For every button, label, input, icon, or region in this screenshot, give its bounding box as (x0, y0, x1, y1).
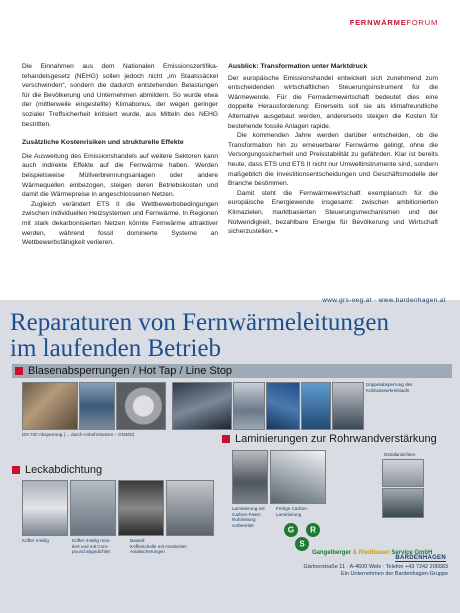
photo-koffer-mounted (70, 480, 116, 536)
caption-dn700: DN 700 Absperrung (… durch Anbohrstutzen – DN300) (22, 432, 135, 437)
red-square-icon (12, 466, 20, 474)
logo-letter: G (287, 525, 295, 535)
photo-bubble-stop (22, 382, 78, 430)
grs-logo-icon (282, 522, 322, 562)
ad-section-label: Leckabdichtung (25, 464, 103, 476)
article-subheading: Ausblick: Transformation unter Marktdruck (228, 63, 368, 70)
section-header-bold: FERNWÄRME (349, 18, 407, 27)
ad-title-line: im laufenden Betrieb (10, 335, 222, 362)
address-line: Gärtnerstraße 11 · A-4600 Wels · Telefon +43 7242 206583 (303, 564, 448, 570)
caption-detail: Detailansichten (384, 452, 416, 457)
photo-worker (79, 382, 115, 430)
red-square-icon (15, 367, 23, 375)
caption-doppel: Doppelabsperrung des Kühlwasserkreislaufs (366, 382, 413, 393)
logo-letter: S (299, 539, 305, 549)
caption-component: Bauteil: Kofferschelle mit montierten Axialsicherungen (130, 538, 187, 555)
photo-detail-1 (382, 459, 424, 487)
company-name-part: Gangelberger (312, 550, 353, 556)
red-square-icon (222, 435, 230, 443)
caption-koffer-mounted: Koffer 4-teilig mon- tiert und mit Com- pound abgedichtet (72, 538, 111, 555)
company-name-part: & Riedlbauer (352, 550, 390, 556)
photo-lamination-finished (270, 450, 326, 504)
company-address (280, 564, 448, 577)
photo-blue-equipment (266, 382, 300, 430)
photo-koffer (22, 480, 68, 536)
ad-section-leak (12, 463, 102, 477)
advertisement (0, 300, 460, 613)
section-header (350, 18, 438, 27)
photo-pipe-opening (116, 382, 166, 430)
ad-urls[interactable]: www.grs-oeg.at · www.bardenhagen.at (322, 297, 446, 304)
photo-double-stop (332, 382, 364, 430)
article-paragraph: Damit steht die Fernwärmewirtschaft exemplarisch für die europäische Energiewende insgesamt: zwischen ambitionierten Klimazielen, marktbasierten Steuerungsmechanismen und der Notwendigkeit, bezahlbare Energie für Bevölkerung und Wirtschaft sicherzustellen. ▪ (228, 189, 438, 236)
photo-worker-blue (301, 382, 331, 430)
photo-detail-2 (382, 488, 424, 518)
photo-pipe-fitting (233, 382, 265, 430)
article-paragraph: Die Ausweitung des Emissionshandels auf weitere Sektoren kann auch indirekte Effekte auf die Fernwärme haben. Werden beispielsweise Müllverbrennungsanlagen oder andere Wärmequellen einbezogen, steigen deren Betriebskosten und damit die Wärmepreise in angeschlossenen Netzen. (22, 152, 218, 199)
article-subheading: Zusätzliche Kostenrisiken und strukturelle Effekte (22, 139, 184, 147)
company-name-part: Service GmbH (389, 550, 433, 556)
ad-section-label: Laminierungen zur Rohrwandverstärkung (235, 433, 437, 445)
article-paragraph: Die kommenden Jahre werden darüber entscheiden, ob die Transformation hin zu erneuerbarer Fernwärme gelingt, ohne die Versorgungssicherheit und Preisstabilität zu gefährden. Klar ist bereits heute, dass ETS und ETS II nicht nur Umweltinstrumente sind, sondern maßgeblich die Investitionsentscheidungen und Geschäftsmodelle der Branche bestimmen. (228, 132, 438, 188)
photo-lamination-prepared (232, 450, 268, 504)
ad-section-hot-tap (12, 364, 452, 378)
article-paragraph: Zugleich verändert ETS II die Wettbewerbsbedingungen zwischen individuellen Heizsystemen und Fernwärme. In Regionen mit stark dekarbonisierten Netzen könnte Fernwärme attraktiver werden, während fossil dominierte Systeme an Wettbewerbsfähigkeit verlieren. (22, 200, 218, 247)
section-header-light: FORUM (406, 18, 438, 27)
ad-title (10, 310, 389, 362)
logo-letter: R (310, 525, 316, 535)
address-line: Ein Unternehmen der Bardenhagen-Gruppe (340, 570, 448, 577)
caption-lamination-finished: Fertige Carbon- Laminierung (276, 506, 309, 517)
article-paragraph: Der europäische Emissionshandel entwickelt sich zunehmend zum entscheidenden wirtschaftlichen Steuerungsinstrument für die Wärmewende. Für die Fernwärmewirtschaft bedeutet dies eine doppelte Herausforderung: Einerseits soll sie als klimafreundliche Alternative ausgebaut werden, andererseits steigen die Kosten für bestehende fossile Anlagen rapide. (228, 74, 438, 130)
photo-pipe-clamp (118, 480, 164, 536)
ad-section-lamination (222, 432, 437, 446)
photo-hot-tap-machine (172, 382, 232, 430)
photo-component (166, 480, 214, 536)
ad-section-label: Blasenabsperrungen / Hot Tap / Line Stop (28, 365, 233, 377)
article-column-left (22, 62, 218, 248)
caption-koffer: Koffer 4-teilig (22, 538, 49, 543)
bardenhagen-logo: BARDENHAGEN (395, 555, 446, 561)
article-column-right (228, 62, 438, 237)
caption-lamination-prepared: Laminierung mit Carbon-Faser: Rohrleitung vorbereitet (232, 506, 265, 528)
article-paragraph: Die Einnahmen aus dem Nationalen Emissionszertifikatehandelsgesetz (NEHG) sollen jedoch nicht „im Staatssäckel verschwinden“, sondern die dadurch entstehenden Belastungen für die Bevölkerung und Unternehmen abmildern. So wurde etwa der (mittlerweile eingestellte) Klimabonus, der wegen geringer sozialer Treffsicherheit kritisiert wurde, aus Mitteln des NEHG bestritten. (22, 63, 218, 128)
ad-title-line: Reparaturen von Fernwärmeleitungen (10, 309, 390, 336)
